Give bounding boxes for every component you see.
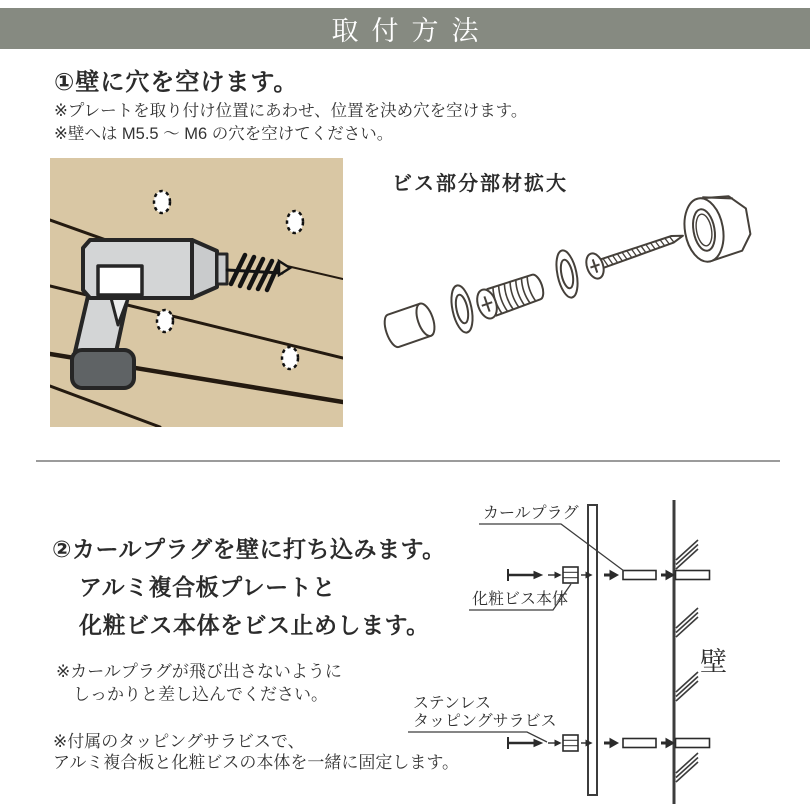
screw-body-box	[563, 735, 578, 751]
title-line: ②カールプラグを壁に打ち込みます。	[52, 536, 446, 562]
step2-notes-1	[56, 660, 342, 706]
header-bar	[0, 8, 810, 49]
step1-title: ①壁に穴を空けます。	[54, 69, 299, 96]
nut-body-part	[680, 190, 754, 265]
title-line: 化粧ビス本体をビス止めします。	[79, 612, 430, 638]
drill-illustration	[50, 158, 343, 427]
cap-part	[381, 301, 438, 349]
washer-part	[448, 284, 477, 335]
note-line: ※付属のタッピングサラビスで、	[53, 732, 305, 751]
top-assembly-row	[508, 567, 710, 583]
tapping-screw-part	[583, 223, 687, 280]
curl-plug-free	[623, 571, 656, 580]
screw-body-box	[563, 567, 578, 583]
curl-plug-free	[623, 739, 656, 748]
note-line: アルミ複合板と化粧ビスの本体を一緒に固定します。	[53, 753, 459, 772]
title-line: アルミ複合板プレートと	[79, 574, 336, 600]
note-line: ※プレートを取り付け位置にあわせ、位置を決め穴を空けます。	[54, 102, 528, 120]
exploded-screw-parts-illustration	[380, 175, 800, 390]
plate	[588, 505, 597, 795]
section-divider	[36, 460, 780, 462]
tapping-screw-label-line1: ステンレス	[413, 695, 492, 712]
step2-title	[52, 530, 446, 644]
installation-diagram	[395, 478, 805, 810]
tapping-screw-label-line2: タッピングサラビス	[413, 713, 557, 730]
screw-body-label: 化粧ビス本体	[472, 591, 569, 608]
page-title: 取付方法	[331, 16, 492, 46]
washer-part	[553, 249, 582, 300]
drill-label	[98, 266, 142, 295]
curl-plug-label: カールプラグ	[483, 505, 579, 522]
curl-plug-inserted	[676, 739, 710, 748]
note-line: しっかりと差し込んでください。	[73, 685, 328, 704]
exploded-view-caption: ビス部分部材拡大	[392, 173, 568, 195]
note-line: ※カールプラグが飛び出さないように	[56, 662, 342, 681]
decorative-screw-part	[474, 271, 547, 321]
step1-notes	[54, 100, 527, 146]
note-line: ※壁へは M5.5 ～ M6 の穴を空けてください。	[54, 125, 394, 143]
wall-label: 壁	[700, 647, 727, 677]
curl-plug-inserted	[676, 571, 710, 580]
